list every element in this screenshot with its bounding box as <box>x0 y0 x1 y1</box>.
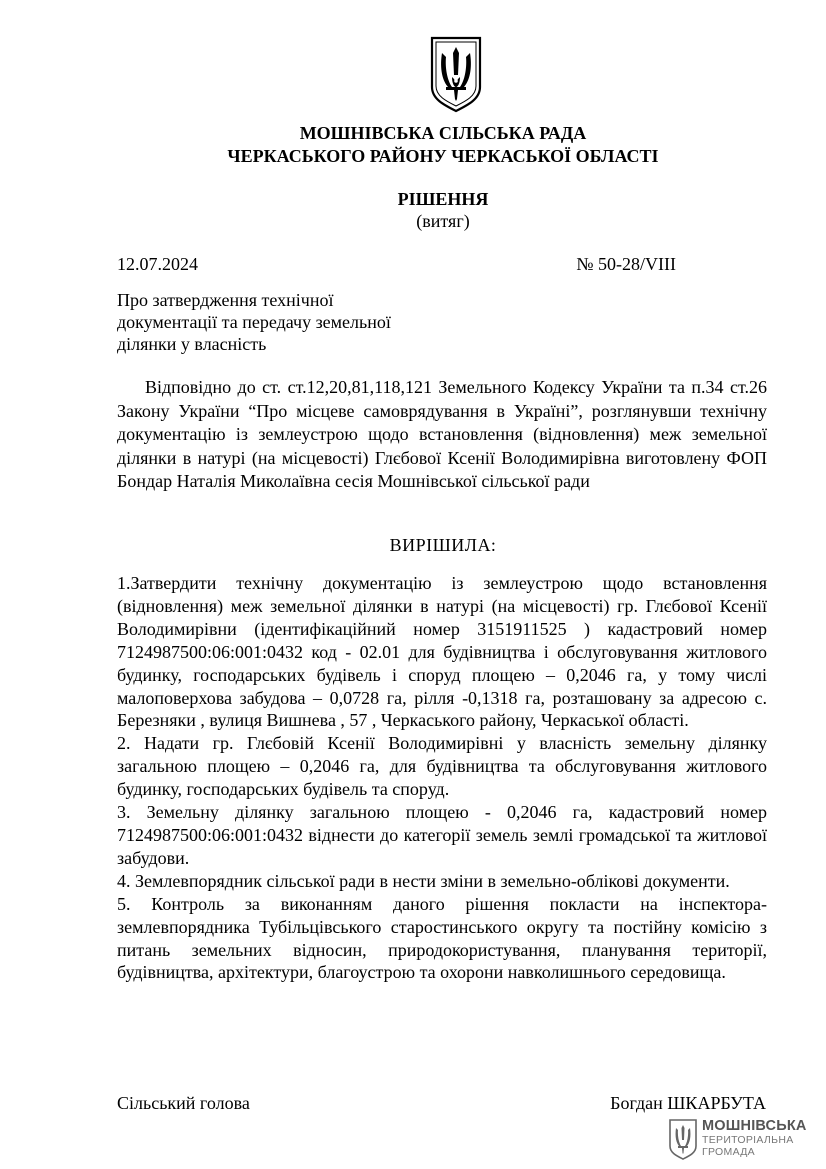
decision-item: 5. Контроль за виконанням даного рішення покласти на інспектора-землевпорядника Тубільцівського старостинського округу та постійну комісію з питань земельних відносин, природокористування, планування території, будівництва, архітектури, благоустрою та охорони навколишнього середовища. <box>117 893 767 983</box>
community-logo-line: ТЕРИТОРІАЛЬНА <box>702 1134 794 1146</box>
preamble-paragraph: Відповідно до ст. ст.12,20,81,118,121 Земельного Кодексу України та п.34 ст.26 Закону України “Про місцеве самоврядування в Україні”, розглянувши технічну документацію із землеустрою щодо встановлення (відновлення) меж земельної ділянки в натурі (на місцевості) Глєбової Ксенії Володимирівна виготовлену ФОП Бондар Наталія Миколаївна сесія Мошнівської сільської ради <box>117 377 767 491</box>
decision-date: 12.07.2024 <box>117 254 198 274</box>
community-logo <box>668 1118 818 1164</box>
subject-line: Про затвердження технічної <box>117 290 334 310</box>
decision-item: 2. Надати гр. Глєбовій Ксенії Володимирівні у власність земельну ділянку загальною площею – 0,2046 га, для будівництва та обслуговування житлового будинку, господарських будівель та споруд. <box>117 733 767 800</box>
decision-number: № 50-28/VIII <box>576 254 676 274</box>
community-logo-name: МОШНІВСЬКА <box>702 1118 807 1134</box>
document-subtype: (витяг) <box>416 211 470 231</box>
decision-items <box>117 572 767 984</box>
signatory-name: Богдан ШКАРБУТА <box>610 1093 766 1113</box>
decision-item: 1.Затвердити технічну документацію із землеустрою щодо встановлення (відновлення) меж земельної ділянки в натурі (на місцевості) гр. Глєбової Ксенії Володимирівни (ідентифікаційний номер 3151911525 ) кадастровий номер 7124987500:06:001:0432 код - 02.01 для будівництва і обслуговування житлового будинку, господарських будівель і споруд площею – 0,2046 га, у тому числі малоповерхова забудова – 0,0728 га, рілля -0,1318 га, розташовану за адресою с. Березняки , вулиця Вишнева , 57 , Черкаського району, Черкаської області. <box>117 573 767 731</box>
decision-subject <box>117 289 447 355</box>
council-district: ЧЕРКАСЬКОГО РАЙОНУ ЧЕРКАСЬКОЇ ОБЛАСТІ <box>227 146 659 166</box>
document-type: РІШЕННЯ <box>397 189 489 209</box>
signatory-title: Сільський голова <box>117 1093 250 1113</box>
resolved-heading: ВИРІШИЛА: <box>389 535 497 555</box>
trident-coat-of-arms-icon <box>428 35 484 113</box>
community-logo-line: ГРОМАДА <box>702 1146 755 1158</box>
subject-line: документації та передачу земельної <box>117 312 391 332</box>
subject-line: ділянки у власність <box>117 334 267 354</box>
decision-item: 3. Земельну ділянку загальною площею - 0,2046 га, кадастровий номер 7124987500:06:001:0432 віднести до категорії земель землі громадської та житлової забудови. <box>117 802 767 868</box>
council-name: МОШНІВСЬКА СІЛЬСЬКА РАДА <box>299 123 587 143</box>
decision-item: 4. Землевпорядник сільської ради в нести зміни в земельно-облікові документи. <box>117 870 730 891</box>
trident-icon <box>668 1118 698 1160</box>
